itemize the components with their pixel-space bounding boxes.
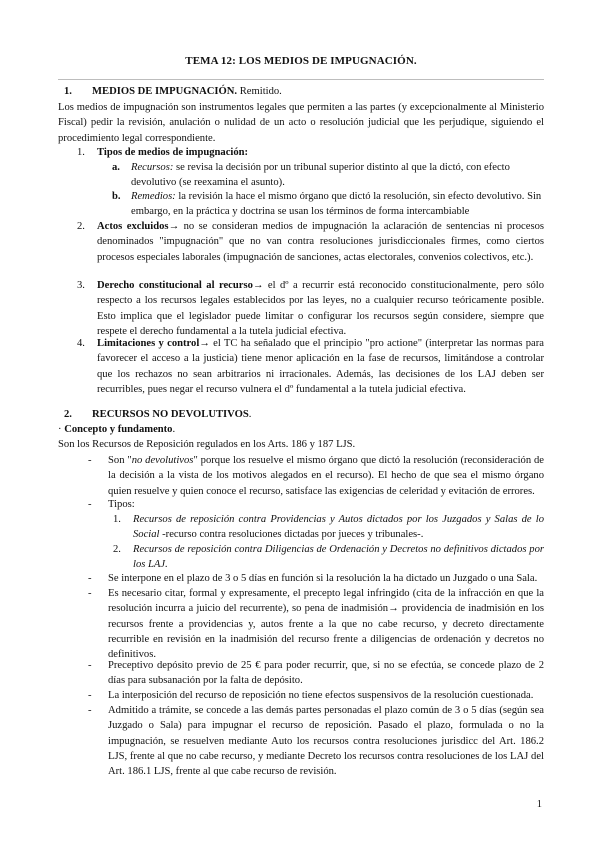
list-item-label: Tipos de medios de impugnación: [97, 147, 249, 158]
bullet-item [88, 497, 544, 512]
bullet-text: Admitido a trámite, se concede a las demás partes personadas el plazo común de 3 o 5 días (según sea Juzgado o Sala) para impugnar el recurso de reposición. Pasado el plazo, formulada o no la impugnación, se resuelven mediante Auto los recursos contra resoluciones jurisdicc del Art. 186.2 LJS, frente al que no cabe recurso, y mediante Decreto los recursos contra resoluciones de los LAJ del Art. 186.1 LJS, frente al que cabe recurso de revisión. [108, 705, 544, 778]
type-italic: Recursos de reposición contra Providencias y Autos dictados por los Juzgados y Salas de lo Social [133, 514, 544, 541]
type-text: -recurso contra resoluciones dictadas por jueces y tribunales-. [159, 529, 424, 541]
list-item-text: → no se consideran medios de impugnación la aclaración de sentencias ni procesos denominados "impugnación" que no van contra resoluciones jurisdiccionales firmes, como ciertos procesos especiales laborales (impugnación de sanciones, actas electorales, convenios colectivos, etc.). [97, 221, 544, 263]
sub-item-marker: a. [112, 162, 120, 173]
bullet-marker: - [88, 573, 92, 584]
bullet-text-end: " porque los resuelve el mismo órgano que dictó la resolución (reconsideración de la decisión a la vista de los motivos alegados en el recurso). El hecho de que sea el mismo órgano quien resuelve y quien conoce el recurso, satisface las exigencias de celeridad y evitación de errores. [108, 455, 544, 497]
subsection-title: Concepto y fundamento [64, 424, 173, 435]
list-item-label: Actos excluidos [97, 221, 169, 232]
subsection-title-tail: . [172, 424, 176, 435]
section-1-title: MEDIOS DE IMPUGNACIÓN. [92, 86, 238, 97]
sub-item-marker: b. [112, 191, 121, 202]
list-item [77, 145, 544, 160]
bullet-marker: - [88, 705, 92, 716]
bullet-marker: - [88, 455, 92, 466]
bullet-item [88, 688, 544, 703]
type-number: 1. [113, 514, 121, 525]
section-2-title: RECURSOS NO DEVOLUTIVOS [92, 409, 249, 420]
bullet-item [88, 453, 544, 499]
bullet-text: Es necesario citar, formal y expresamente, el precepto legal infringido (cita de la infracción en que la resolución incurra a juicio del recurrente), so pena de inadmisión→ providencia de inadmisión en los recursos frente a providencias y, autos frente a la que no cabe recurso, y decreto directamente recurrible en revisión en la inadmisión del recurso frente a diligencias de ordenación y decretos no definitivos. [108, 588, 544, 661]
sub-item-label: Remedios: [131, 191, 176, 202]
list-item-label: Derecho constitucional al recurso [97, 280, 253, 291]
list-item [77, 278, 544, 339]
bullet-text: Se interpone en el plazo de 3 o 5 días en función si la resolución la ha dictado un Juzgado o una Sala. [108, 573, 538, 584]
bullet-item [88, 703, 544, 780]
subsection-marker: · [58, 424, 62, 435]
type-italic: Recursos de reposición contra Diligencias de Ordenación y Decretos no definitivos dictados por los LAJ. [133, 544, 544, 571]
subsection-heading [58, 422, 544, 437]
bullet-item [88, 586, 544, 663]
bullet-item [88, 571, 544, 586]
bullet-marker: - [88, 588, 92, 599]
list-item-number: 3. [77, 280, 85, 291]
list-item-text: → el TC ha señalado que el principio "pro actione" (interpretar las normas para favorecer el acceso a la justicia) tiene menor aplicación en la fase de recursos, limitándose a controlar que los rechazos no sean arbitrarios ni irracionales. Además, las decisiones de los LAJ deben ser recurribles, pues negar el recurso vulnera el dº fundamental a la tutela judicial efectiva. [97, 338, 544, 396]
page-number: 1 [536, 799, 542, 810]
type-item [113, 542, 544, 573]
page-title: TEMA 12: LOS MEDIOS DE IMPUGNACIÓN. [185, 55, 417, 67]
section-2-intro: Son los Recursos de Reposición regulados en los Arts. 186 y 187 LJS. [58, 439, 356, 450]
list-item-number: 2. [77, 221, 85, 232]
bullet-text-start: Son " [108, 455, 132, 466]
type-number: 2. [113, 544, 121, 555]
list-item [77, 336, 544, 397]
bullet-text: La interposición del recurso de reposición no tiene efectos suspensivos de la resolución cuestionada. [108, 690, 534, 701]
section-1-heading [58, 84, 544, 99]
list-item-number: 1. [77, 147, 85, 158]
sub-item-text: se revisa la decisión por un tribunal superior distinto al que la dictó, con efecto devolutivo (se reexamina el asunto). [131, 162, 510, 189]
bullet-marker: - [88, 690, 92, 701]
type-item [113, 512, 544, 543]
sub-item-text: la revisión la hace el mismo órgano que dictó la resolución, sin efecto devolutivo. Sin embargo, en la práctica y doctrina se usan los términos de forma intercambiable [131, 191, 542, 218]
bullet-text: Preceptivo depósito previo de 25 € para poder recurrir, que, si no se efectúa, se concede plazo de 2 días para subsanación por la falta de depósito. [108, 660, 544, 687]
list-item-label: Limitaciones y control [97, 338, 200, 349]
section-1-intro: Los medios de impugnación son instrumentos legales que permiten a las partes (y excepcionalmente al Ministerio Fiscal) pedir la revisión, anulación o nulidad de un acto o resolución judicial que les perjudique, siguiendo el procedimiento legal correspondiente. [58, 102, 544, 144]
section-1-title-tail: Remitido. [237, 86, 282, 97]
title-divider [58, 79, 544, 80]
section-1-number: 1. [64, 86, 72, 97]
list-item [77, 219, 544, 265]
sub-item-label: Recursos: [131, 162, 174, 173]
list-item-text: → el dº a recurrir está reconocido constitucionalmente, pero sólo respecto a los recursos legales establecidos por las leyes, no a cualquier recurso teóricamente posible. Esto implica que el legislador puede limitar o configurar los recursos según considere, siempre que respete el derecho fundamental a la tutela judicial efectiva. [97, 280, 544, 338]
section-2-number: 2. [64, 409, 72, 420]
bullet-marker: - [88, 660, 92, 671]
bullet-marker: - [88, 499, 92, 510]
list-item-number: 4. [77, 338, 85, 349]
bullet-italic: no devolutivos [131, 455, 194, 466]
sub-list-item [112, 189, 544, 220]
section-2-title-tail: . [248, 409, 252, 420]
section-2-heading [58, 407, 544, 422]
sub-list-item [112, 160, 544, 191]
bullet-text: Tipos: [108, 499, 135, 510]
bullet-item [88, 658, 544, 689]
